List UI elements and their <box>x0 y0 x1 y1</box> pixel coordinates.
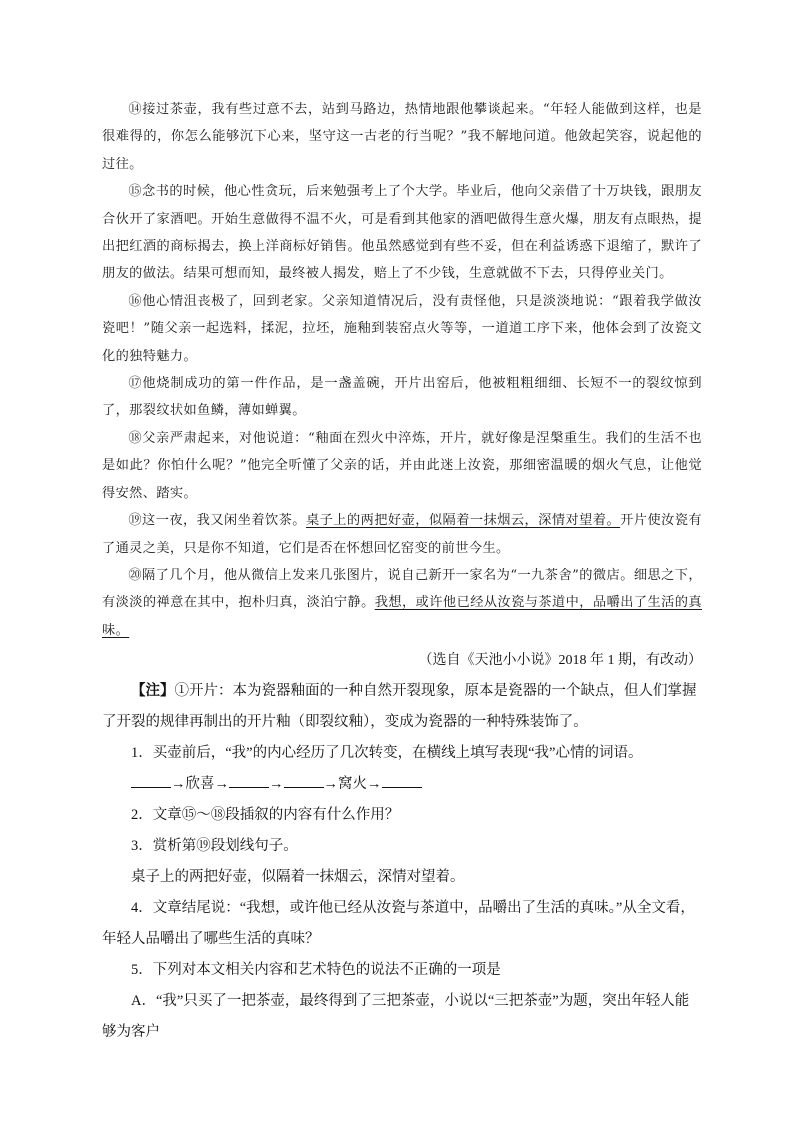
story-paragraph <box>102 178 702 288</box>
paragraph-text: ⑰他烧制成功的第一件作品，是一盏盖碗，开片出窑后，他被粗粗细细、长短不一的裂纹惊到了，那裂纹状如鱼鳞，薄如蝉翼。 <box>102 376 702 419</box>
chain-text-2: → <box>269 776 284 793</box>
story-paragraph <box>102 288 702 370</box>
question-4: 4．文章结尾说：“我想，或许他已经从汝瓷与茶道中，品嚼出了生活的真味。”从全文看，年轻人品嚼出了哪些生活的真味？ <box>102 900 695 948</box>
answer-blank-2[interactable] <box>229 773 269 788</box>
paragraph-text: ⑮念书的时候，他心性贪玩，后来勉强考上了个大学。毕业后，他向父亲借了十万块钱，跟朋友合伙开了家酒吧。开始生意做得不温不火，可是看到其他家的酒吧做得生意火爆，朋友有点眼热，提出把红酒的商标揭去，换上洋商标好销售。他虽然感觉到有些不妥，但在利益诱惑下退缩了，默许了朋友的做法。结果可想而知，最终被人揭发，赔上了不少钱，生意就做不下去，只得停业关门。 <box>102 184 702 282</box>
note-text: ①开片：本为瓷器釉面的一种自然开裂现象，原本是瓷器的一个缺点，但人们掌握了开裂的规律再制出的开片釉（即裂纹釉），变成为瓷器的一种特殊装饰了。 <box>102 683 697 731</box>
document-content <box>102 96 702 1048</box>
story-paragraph <box>102 562 702 644</box>
chain-text-3: →窝火→ <box>323 776 382 793</box>
annotation-note <box>102 676 702 738</box>
question-1-answer-chain <box>102 769 702 800</box>
question-3-sentence: 桌子上的两把好壶，似隔着一抹烟云，深情对望着。 <box>131 869 465 886</box>
question-2: 2．文章⑮～⑱段插叙的内容有什么作用？ <box>131 807 400 824</box>
story-paragraph <box>102 370 702 425</box>
question-3: 3．赏析第⑲段划线句子。 <box>131 838 298 855</box>
answer-blank-4[interactable] <box>382 773 422 788</box>
story-paragraph <box>102 96 702 178</box>
story-paragraph <box>102 425 702 507</box>
story-body <box>102 96 702 644</box>
source-citation: （选自《天池小小说》2018 年 1 期，有改动） <box>418 653 702 669</box>
underlined-sentence: 我想，或许他已经从汝瓷与茶道中，品嚼出了生活的真味。 <box>102 595 702 638</box>
paragraph-text: ⑲这一夜，我又闲坐着饮茶。 <box>128 513 306 529</box>
paragraph-text: 开片使汝瓷有了通灵之美，只是你不知道，它们是否在怀想回忆窑变的前世今生。 <box>102 513 703 556</box>
question-5: 5．下列对本文相关内容和艺术特色的说法不正确的一项是 <box>131 962 501 979</box>
underlined-sentence: 桌子上的两把好壶，似隔着一抹烟云，深情对望着。 <box>305 513 621 529</box>
note-lead: 【注】 <box>131 683 175 700</box>
question-1: 1．买壶前后，“我”的内心经历了几次转变，在横线上填写表现“我”心情的词语。 <box>131 745 643 762</box>
paragraph-text: ⑯他心情沮丧极了，回到老家。父亲知道情况后，没有责怪他，只是淡淡地说：“跟着我学做汝瓷吧！”随父亲一起选料，揉泥，拉坯，施釉到装窑点火等等，一道道工序下来，他体会到了汝瓷文化的独特魅力。 <box>102 293 702 364</box>
paragraph-text: ⑳隔了几个月，他从微信上发来几张图片，说自己新开一家名为“一九茶舍”的微店。细思之下，有淡淡的禅意在其中，抱朴归真，淡泊宁静。 <box>102 567 702 611</box>
paragraph-text: ⑭接过茶壶，我有些过意不去，站到马路边，热情地跟他攀谈起来。“年轻人能做到这样，也是很难得的，你怎么能够沉下心来，坚守这一古老的行当呢？”我不解地问道。他敛起笑容，说起他的过往。 <box>102 102 702 172</box>
answer-blank-3[interactable] <box>284 773 324 788</box>
chain-text-1: →欣喜→ <box>171 776 229 793</box>
paragraph-text: ⑱父亲严肃起来，对他说道：“釉面在烈火中淬炼，开片，就好像是涅槃重生。我们的生活不也是如此？你怕什么呢？”他完全听懂了父亲的话，并由此迷上汝瓷，那细密温暖的烟火气息，让他觉得安然、踏实。 <box>102 430 702 501</box>
story-paragraph <box>102 507 702 562</box>
question-5-option-a: A．“我”只买了一把茶壶，最终得到了三把茶壶，小说以“三把茶壶”为题，突出年轻人能够为客户 <box>102 993 690 1041</box>
answer-blank-1[interactable] <box>131 773 171 788</box>
